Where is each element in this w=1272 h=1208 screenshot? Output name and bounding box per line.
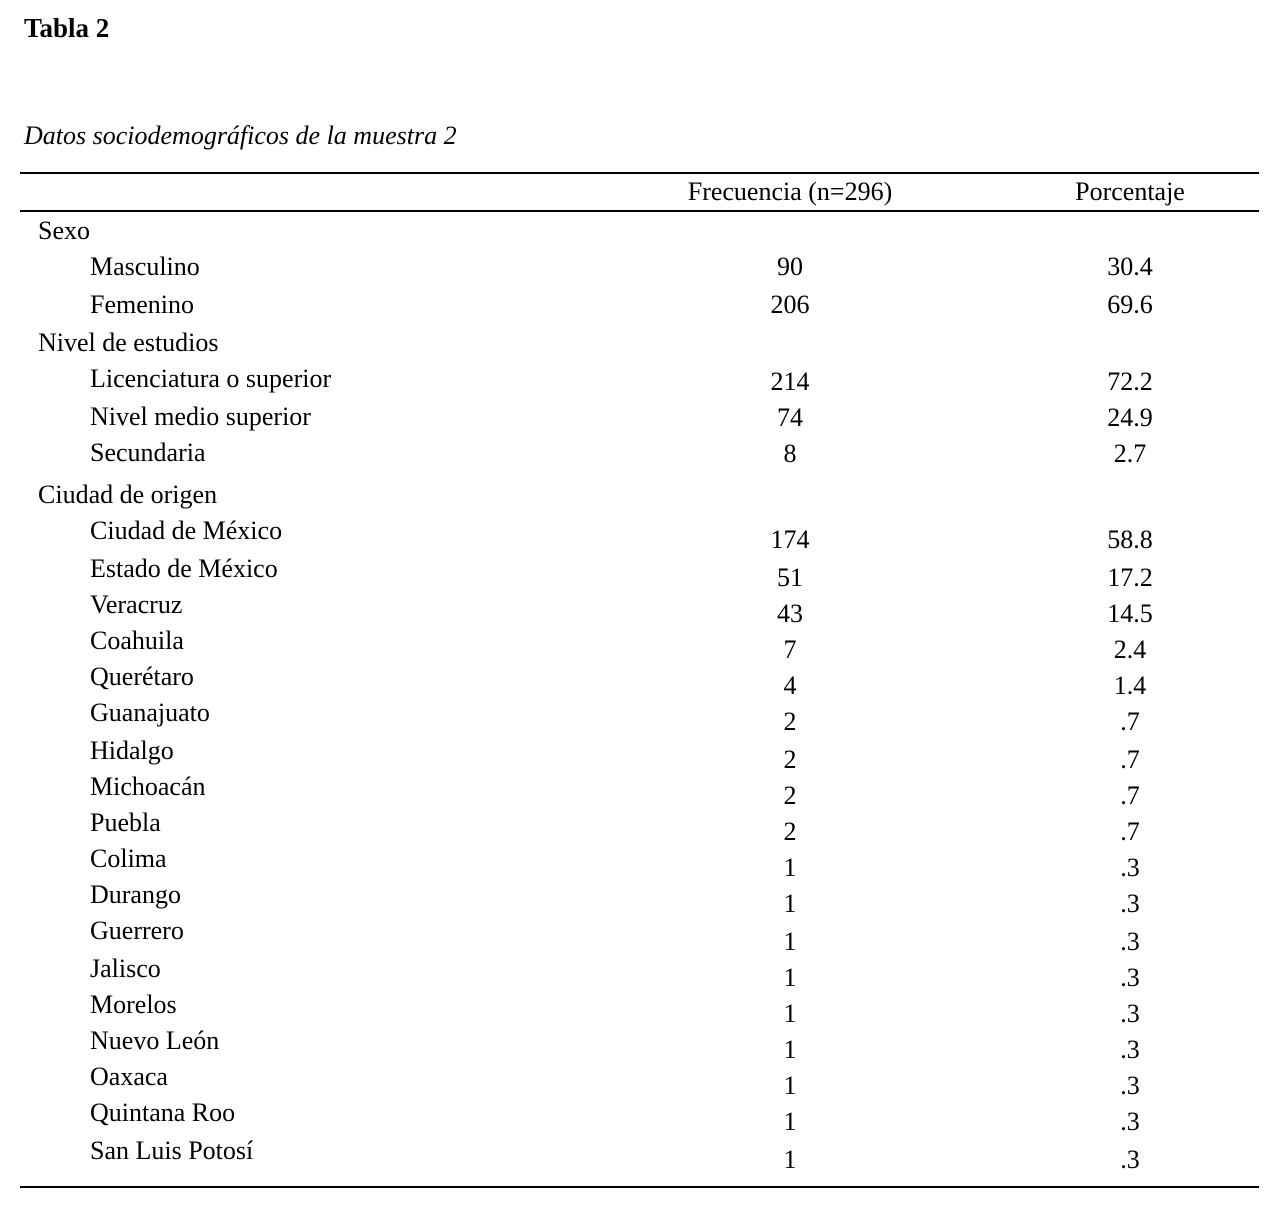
frequency-cell: 214 [770,367,810,396]
percentage-cell: .3 [1120,1145,1140,1174]
row-label: Nivel medio superior [90,402,311,431]
frequency-cell: 1 [783,963,797,992]
row-label: Colima [90,844,167,873]
row-label: Femenino [90,290,194,319]
percentage-cell: .7 [1120,707,1140,736]
group-label: Nivel de estudios [38,328,219,357]
row-label: Coahuila [90,626,184,655]
row-label: Quintana Roo [90,1098,236,1127]
table-label: Tabla 2 [24,13,110,43]
row-label: Masculino [90,252,200,281]
row-label: Guanajuato [90,698,210,727]
row-label: Michoacán [90,772,206,801]
percentage-cell: 1.4 [1113,671,1147,700]
row-label: Durango [90,880,181,909]
frequency-cell: 43 [777,599,803,628]
percentage-cell: 14.5 [1107,599,1153,628]
percentage-cell: .3 [1120,963,1140,992]
row-label: Hidalgo [90,736,174,765]
group-label: Ciudad de origen [38,480,218,509]
percentage-cell: .3 [1120,999,1140,1028]
frequency-cell: 1 [783,1071,797,1100]
column-header-percentage: Porcentaje [1075,177,1185,206]
percentage-cell: .3 [1120,927,1140,956]
frequency-cell: 174 [770,525,810,554]
column-header-frequency: Frecuencia (n=296) [687,177,893,206]
frequency-cell: 2 [783,817,797,846]
percentage-cell: 58.8 [1107,525,1153,554]
percentage-cell: .3 [1120,1107,1140,1136]
percentage-cell: .7 [1120,745,1140,774]
percentage-cell: .3 [1120,853,1140,882]
percentage-cell: .3 [1120,1071,1140,1100]
percentage-cell: .7 [1120,817,1140,846]
frequency-cell: 1 [783,1107,797,1136]
frequency-cell: 4 [783,671,797,700]
row-label: Oaxaca [90,1062,168,1091]
table-title: Datos sociodemográficos de la muestra 2 [24,121,457,150]
row-label: Guerrero [90,916,184,945]
frequency-cell: 7 [783,635,797,664]
percentage-cell: 2.4 [1113,635,1147,664]
percentage-cell: 17.2 [1107,563,1153,592]
table-header-row [0,174,1272,210]
frequency-cell: 1 [783,889,797,918]
row-label: Estado de México [90,554,278,583]
percentage-cell: 2.7 [1113,439,1147,468]
row-label: Veracruz [90,590,183,619]
table-bottom-rule [20,1186,1259,1188]
frequency-cell: 8 [783,439,797,468]
row-label: Puebla [90,808,161,837]
frequency-cell: 2 [783,745,797,774]
row-label: Querétaro [90,662,194,691]
table-header-rule [20,210,1259,212]
group-label: Sexo [38,216,90,245]
frequency-cell: 90 [777,252,803,281]
frequency-cell: 1 [783,927,797,956]
frequency-cell: 1 [783,1145,797,1174]
frequency-cell: 51 [777,563,803,592]
frequency-cell: 2 [783,707,797,736]
frequency-cell: 1 [783,853,797,882]
percentage-cell: 24.9 [1107,403,1153,432]
frequency-cell: 1 [783,1035,797,1064]
percentage-cell: .3 [1120,1035,1140,1064]
frequency-cell: 2 [783,781,797,810]
row-label: Secundaria [90,438,206,467]
frequency-cell: 206 [770,290,810,319]
frequency-cell: 74 [777,403,803,432]
row-label: Licenciatura o superior [90,364,332,393]
row-label: Nuevo León [90,1026,220,1055]
row-label: Ciudad de México [90,516,283,545]
percentage-cell: .7 [1120,781,1140,810]
row-label: Morelos [90,990,177,1019]
percentage-cell: 30.4 [1107,252,1153,281]
percentage-cell: 69.6 [1107,290,1153,319]
row-label: San Luis Potosí [90,1136,254,1165]
percentage-cell: .3 [1120,889,1140,918]
percentage-cell: 72.2 [1107,367,1153,396]
row-label: Jalisco [90,954,161,983]
frequency-cell: 1 [783,999,797,1028]
